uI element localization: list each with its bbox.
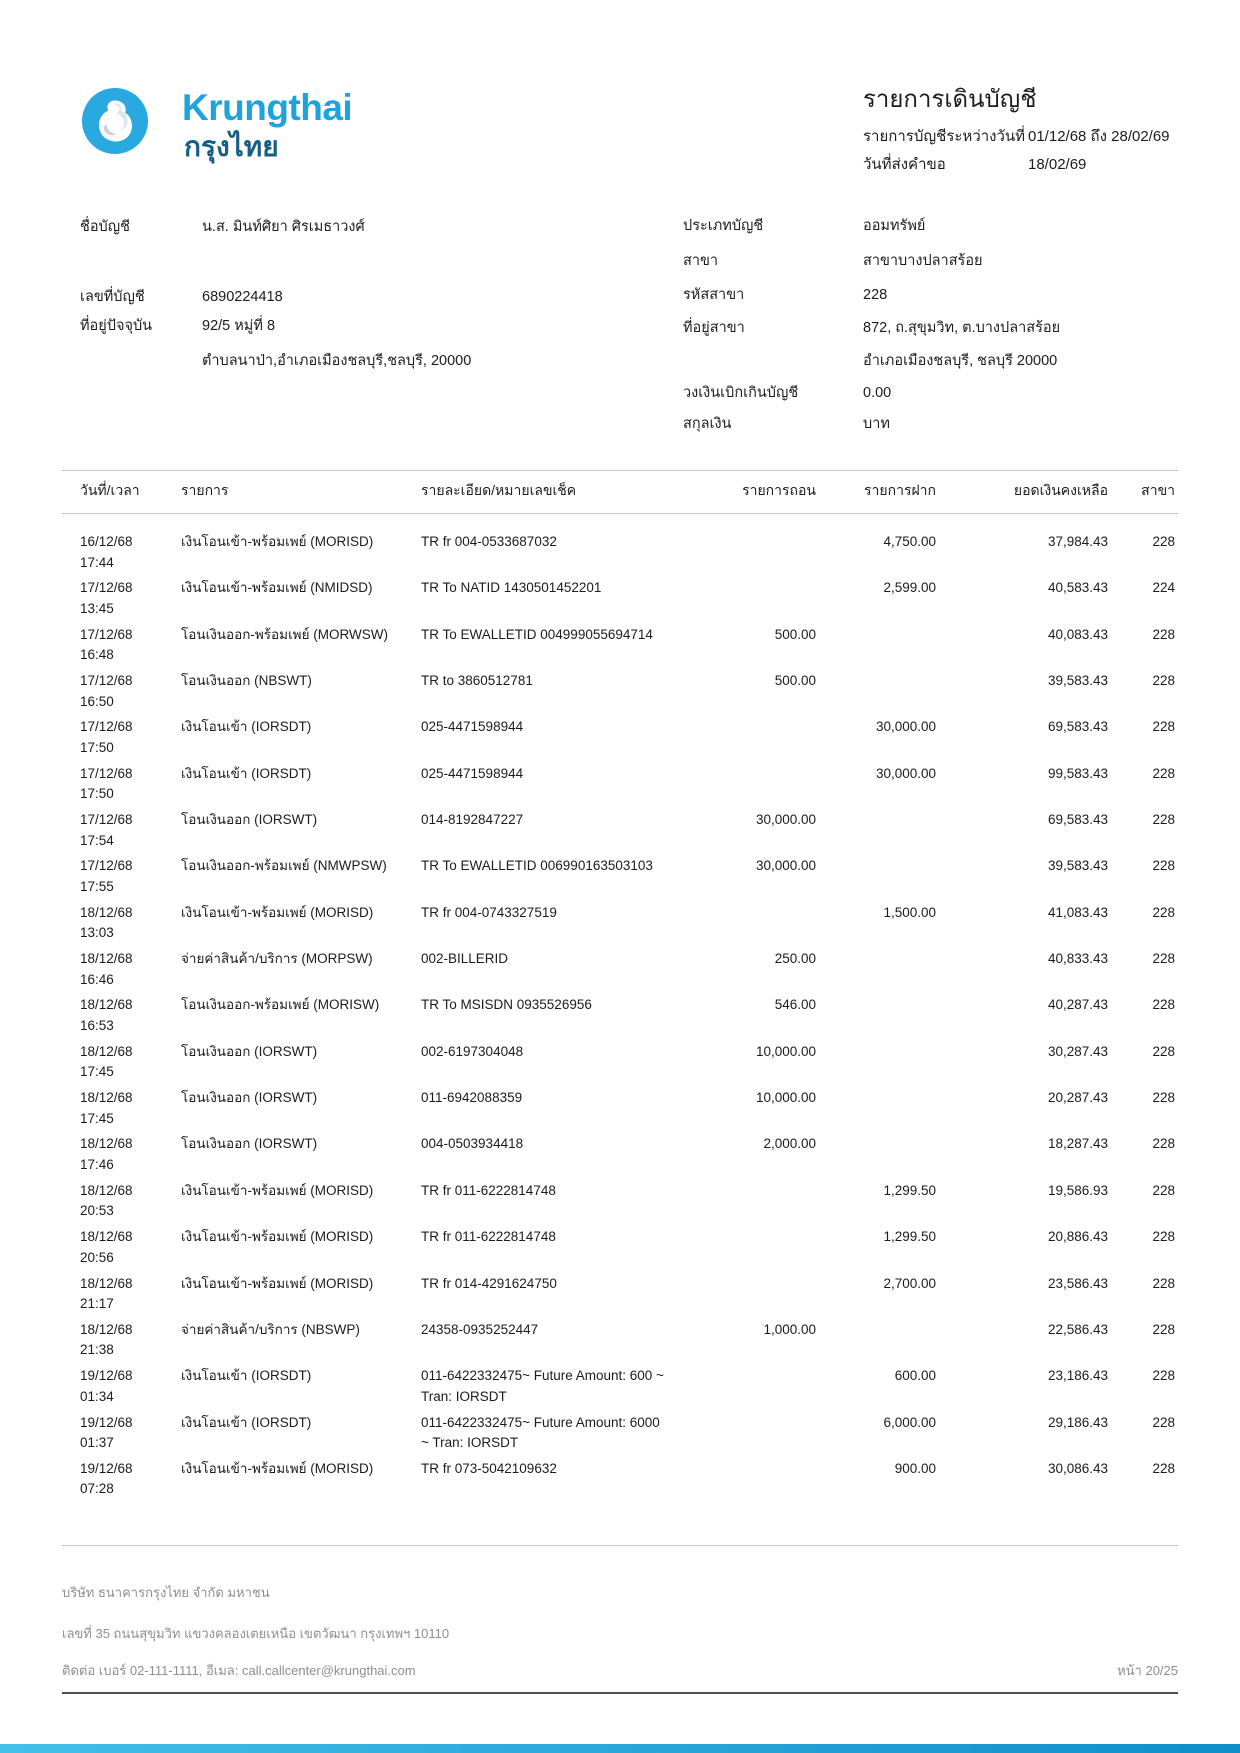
- branch-address-label: ที่อยู่สาขา: [683, 320, 745, 336]
- cell-detail: TR fr 004-0533687032: [421, 534, 557, 549]
- cell-description: โอนเงินออก (IORSWT): [181, 812, 318, 828]
- cell-withdrawal: 30,000.00: [755, 812, 816, 828]
- request-date-label: วันที่ส่งคำขอ: [863, 156, 946, 173]
- cell-detail: 24358-0935252447: [421, 1321, 539, 1337]
- page-footer: [62, 1545, 1178, 1678]
- cell-detail: 002-BILLERID: [421, 951, 509, 967]
- cell-detail-line2: [421, 1017, 671, 1038]
- cell-branch: 228: [1152, 1043, 1175, 1059]
- statement-period-row: [863, 127, 1183, 146]
- cell-time: 17:55: [80, 879, 114, 894]
- cell-branch: 228: [1152, 1275, 1175, 1291]
- cell-time: 13:03: [80, 925, 114, 941]
- page-number: หน้า 20/25: [1117, 1663, 1178, 1678]
- cell-date: 17/12/68: [80, 626, 133, 642]
- cell-branch: 228: [1152, 904, 1175, 920]
- cell-date: 18/12/68: [80, 1182, 133, 1198]
- current-address-line2: ตำบลนาป่า,อำเภอเมืองชลบุรี,ชลบุรี, 20000: [202, 353, 472, 369]
- header-date-time: วันที่/เวลา: [80, 482, 140, 498]
- cell-branch: 224: [1152, 580, 1175, 596]
- cell-branch: 228: [1152, 765, 1175, 781]
- cell-date: 18/12/68: [80, 1043, 133, 1059]
- cell-withdrawal: [671, 904, 816, 925]
- cell-detail: TR To MSISDN 0935526956: [421, 997, 592, 1013]
- branch-address-row: [683, 319, 1060, 337]
- cell-withdrawal: [671, 1182, 816, 1203]
- table-row: [62, 760, 1178, 806]
- cell-detail: 011-6422332475~ Future Amount: 6000: [421, 1414, 660, 1430]
- cell-date: 18/12/68: [80, 951, 133, 967]
- branch-label: สาขา: [683, 253, 719, 269]
- cell-balance: 99,583.43: [1047, 765, 1108, 781]
- cell-date: 18/12/68: [80, 904, 133, 920]
- bottom-accent-bar: [0, 1744, 1240, 1753]
- branch-address-line1: 872, ถ.สุขุมวิท, ต.บางปลาสร้อย: [863, 320, 1061, 336]
- cell-branch: 228: [1152, 1321, 1175, 1337]
- cell-detail: TR To EWALLETID 004999055694714: [421, 626, 653, 642]
- cell-detail: TR fr 011-6222814748: [421, 1182, 556, 1198]
- cell-date: 16/12/68: [80, 534, 133, 549]
- cell-description: เงินโอนเข้า-พร้อมเพย์ (MORISD): [181, 1182, 374, 1198]
- cell-date: 19/12/68: [80, 1368, 133, 1384]
- table-row: [62, 1362, 1178, 1408]
- cell-withdrawal: [671, 579, 816, 600]
- cell-balance: 30,287.43: [1047, 1043, 1108, 1059]
- cell-detail: TR to 3860512781: [421, 673, 533, 689]
- table-row: [62, 528, 1178, 574]
- cell-description: โอนเงินออก (IORSWT): [181, 1090, 318, 1106]
- footer-company: บริษัท ธนาคารกรุงไทย จำกัด มหาชน: [62, 1585, 270, 1600]
- cell-date: 19/12/68: [80, 1414, 133, 1430]
- cell-description: โอนเงินออก (IORSWT): [181, 1136, 318, 1152]
- cell-deposit: [816, 950, 936, 971]
- cell-withdrawal: 546.00: [774, 997, 816, 1013]
- cell-withdrawal: 500.00: [774, 673, 816, 689]
- cell-withdrawal: [671, 1460, 816, 1481]
- cell-time: 01:37: [80, 1435, 114, 1451]
- table-row: [62, 1223, 1178, 1269]
- cell-description: โอนเงินออก-พร้อมเพย์ (NMWPSW): [181, 858, 387, 874]
- cell-detail-line2: Tran: IORSDT: [421, 1388, 507, 1404]
- cell-time: 20:56: [80, 1249, 114, 1265]
- cell-date: 19/12/68: [80, 1460, 133, 1476]
- cell-time: 16:50: [80, 693, 114, 709]
- cell-detail-line2: [421, 693, 671, 714]
- header-deposit: รายการฝาก: [864, 482, 936, 498]
- cell-description: โอนเงินออก-พร้อมเพย์ (MORISW): [181, 997, 380, 1013]
- cell-detail-line2: [421, 1249, 671, 1270]
- cell-branch: 228: [1152, 1229, 1175, 1245]
- brand-wordmark-thai: กรุงไทย: [184, 131, 279, 162]
- header-branch: สาขา: [1141, 482, 1175, 498]
- overdraft-row: [683, 384, 891, 402]
- cell-description: เงินโอนเข้า (IORSDT): [181, 1368, 312, 1384]
- table-header-row: [62, 471, 1178, 513]
- cell-balance: 40,833.43: [1047, 951, 1108, 967]
- cell-balance: 22,586.43: [1047, 1321, 1108, 1337]
- cell-description: เงินโอนเข้า-พร้อมเพย์ (MORISD): [181, 1460, 374, 1476]
- table-row: [62, 621, 1178, 667]
- cell-detail: 004-0503934418: [421, 1136, 524, 1152]
- branch-address-row2: [683, 352, 1057, 370]
- cell-detail-line2: [421, 785, 671, 806]
- cell-branch: 228: [1152, 1460, 1175, 1476]
- cell-deposit: [816, 626, 936, 647]
- cell-balance: 23,586.43: [1047, 1275, 1108, 1291]
- cell-withdrawal: [671, 1275, 816, 1296]
- cell-branch: 228: [1152, 719, 1175, 735]
- cell-detail-line2: [421, 646, 671, 667]
- cell-date: 17/12/68: [80, 765, 133, 781]
- krungthai-logo: [82, 88, 148, 154]
- cell-balance: 39,583.43: [1047, 673, 1108, 689]
- cell-withdrawal: [671, 533, 816, 554]
- cell-description: เงินโอนเข้า-พร้อมเพย์ (NMIDSD): [181, 580, 373, 596]
- cell-deposit: 6,000.00: [883, 1414, 936, 1430]
- cell-detail: 011-6942088359: [421, 1090, 523, 1106]
- cell-detail-line2: [421, 878, 671, 899]
- currency-label: สกุลเงิน: [683, 416, 732, 432]
- cell-branch: 228: [1152, 1368, 1175, 1384]
- table-row: [62, 713, 1178, 759]
- cell-balance: 69,583.43: [1047, 719, 1108, 735]
- cell-description: โอนเงินออก (NBSWT): [181, 673, 312, 689]
- cell-deposit: 600.00: [894, 1368, 936, 1384]
- cell-date: 17/12/68: [80, 812, 133, 828]
- cell-date: 17/12/68: [80, 580, 133, 596]
- table-row: [62, 899, 1178, 945]
- vayupak-bird-icon: [82, 88, 148, 154]
- cell-date: 18/12/68: [80, 1136, 133, 1152]
- cell-detail-line2: ~ Tran: IORSDT: [421, 1435, 519, 1451]
- table-row: [62, 1455, 1178, 1501]
- cell-deposit: [816, 996, 936, 1017]
- cell-date: 17/12/68: [80, 673, 133, 689]
- request-date-value: 18/02/69: [1028, 156, 1087, 173]
- cell-detail-line2: [421, 739, 671, 760]
- table-row: [62, 1084, 1178, 1130]
- cell-deposit: 1,299.50: [883, 1182, 936, 1198]
- current-address-row: [80, 317, 275, 335]
- cell-time: 21:17: [80, 1296, 114, 1312]
- cell-time: 17:50: [80, 786, 114, 802]
- header-withdrawal: รายการถอน: [742, 482, 816, 498]
- cell-withdrawal: [671, 1414, 816, 1435]
- cell-detail-line2: [421, 1110, 671, 1131]
- cell-branch: 228: [1152, 626, 1175, 642]
- cell-detail: 014-8192847227: [421, 812, 524, 828]
- cell-deposit: [816, 857, 936, 878]
- table-row: [62, 852, 1178, 898]
- cell-deposit: [816, 1135, 936, 1156]
- cell-date: 17/12/68: [80, 719, 133, 735]
- cell-withdrawal: [671, 1367, 816, 1388]
- cell-description: จ่ายค่าสินค้า/บริการ (NBSWP): [181, 1321, 360, 1337]
- cell-balance: 18,287.43: [1047, 1136, 1108, 1152]
- table-body: [62, 514, 1178, 1501]
- cell-detail-line2: [421, 1063, 671, 1084]
- cell-branch: 228: [1152, 997, 1175, 1013]
- cell-detail-line2: [421, 1480, 671, 1501]
- cell-branch: 228: [1152, 673, 1175, 689]
- cell-branch: 228: [1152, 1414, 1175, 1430]
- cell-branch: 228: [1152, 812, 1175, 828]
- cell-time: 01:34: [80, 1388, 114, 1404]
- cell-time: 17:50: [80, 739, 114, 755]
- cell-detail-line2: [421, 1156, 671, 1177]
- cell-description: จ่ายค่าสินค้า/บริการ (MORPSW): [181, 951, 373, 967]
- statement-period-value: 01/12/68 ถึง 28/02/69: [1028, 128, 1170, 145]
- branch-code-row: [683, 286, 887, 304]
- table-row: [62, 945, 1178, 991]
- cell-time: 17:45: [80, 1064, 114, 1080]
- cell-deposit: 2,700.00: [883, 1275, 936, 1291]
- overdraft-value: 0.00: [863, 385, 892, 401]
- footer-top-divider: [62, 1545, 1178, 1546]
- cell-time: 17:54: [80, 832, 114, 848]
- cell-balance: 20,886.43: [1047, 1229, 1108, 1245]
- cell-deposit: 30,000.00: [875, 765, 936, 781]
- cell-deposit: 30,000.00: [875, 719, 936, 735]
- cell-balance: 40,083.43: [1047, 626, 1108, 642]
- cell-deposit: [816, 1043, 936, 1064]
- table-row: [62, 1177, 1178, 1223]
- cell-time: 17:44: [80, 554, 114, 570]
- cell-detail: TR To NATID 1430501452201: [421, 580, 602, 596]
- cell-time: 13:45: [80, 600, 114, 616]
- cell-balance: 19,586.93: [1047, 1182, 1108, 1198]
- cell-deposit: [816, 811, 936, 832]
- cell-withdrawal: 30,000.00: [755, 858, 816, 874]
- cell-date: 18/12/68: [80, 1229, 133, 1245]
- statement-period-label: รายการบัญชีระหว่างวันที่: [863, 128, 1026, 145]
- cell-branch: 228: [1152, 1136, 1175, 1152]
- cell-detail: 011-6422332475~ Future Amount: 600 ~: [421, 1368, 664, 1384]
- branch-code-label: รหัสสาขา: [683, 287, 745, 303]
- cell-balance: 39,583.43: [1047, 858, 1108, 874]
- cell-time: 07:28: [80, 1481, 114, 1497]
- cell-withdrawal: 250.00: [774, 951, 816, 967]
- table-row: [62, 991, 1178, 1037]
- cell-detail-line2: [421, 924, 671, 945]
- cell-date: 17/12/68: [80, 858, 133, 874]
- cell-description: เงินโอนเข้า-พร้อมเพย์ (MORISD): [181, 1275, 374, 1291]
- cell-date: 18/12/68: [80, 1275, 133, 1291]
- branch-value: สาขาบางปลาสร้อย: [863, 253, 983, 269]
- page-title: รายการเดินบัญชี: [863, 86, 1037, 113]
- table-row: [62, 1316, 1178, 1362]
- account-number-label: เลขที่บัญชี: [80, 289, 145, 305]
- cell-description: เงินโอนเข้า (IORSDT): [181, 1414, 312, 1430]
- brand-wordmark: Krungthai: [182, 87, 353, 128]
- cell-detail: 025-4471598944: [421, 719, 524, 735]
- footer-bottom-divider: [62, 1692, 1178, 1694]
- table-row: [62, 667, 1178, 713]
- cell-detail: 025-4471598944: [421, 765, 524, 781]
- cell-description: เงินโอนเข้า (IORSDT): [181, 719, 312, 735]
- cell-detail-line2: [421, 600, 671, 621]
- currency-value: บาท: [863, 416, 890, 432]
- account-type-value: ออมทรัพย์: [863, 218, 926, 234]
- cell-detail-line2: [421, 1341, 671, 1362]
- document-meta: [863, 86, 1183, 174]
- cell-balance: 23,186.43: [1047, 1368, 1108, 1384]
- cell-balance: 20,287.43: [1047, 1090, 1108, 1106]
- overdraft-label: วงเงินเบิกเกินบัญชี: [683, 385, 799, 401]
- cell-deposit: 1,299.50: [883, 1229, 936, 1245]
- cell-detail: TR fr 014-4291624750: [421, 1275, 557, 1291]
- cell-time: 17:45: [80, 1110, 114, 1126]
- cell-balance: 40,287.43: [1047, 997, 1108, 1013]
- cell-withdrawal: 1,000.00: [763, 1321, 816, 1337]
- transactions-table: [62, 470, 1178, 1501]
- cell-detail: TR fr 004-0743327519: [421, 904, 557, 920]
- cell-branch: 228: [1152, 534, 1175, 549]
- cell-deposit: [816, 672, 936, 693]
- branch-code-value: 228: [863, 287, 888, 303]
- branch-row: [683, 252, 983, 270]
- table-row: [62, 1130, 1178, 1176]
- cell-balance: 37,984.43: [1047, 534, 1108, 549]
- cell-withdrawal: 10,000.00: [755, 1090, 816, 1106]
- cell-description: เงินโอนเข้า-พร้อมเพย์ (MORISD): [181, 1229, 374, 1245]
- current-address-row2: [80, 352, 471, 370]
- cell-balance: 29,186.43: [1047, 1414, 1108, 1430]
- table-row: [62, 1038, 1178, 1084]
- cell-time: 21:38: [80, 1342, 114, 1358]
- cell-description: โอนเงินออก-พร้อมเพย์ (MORWSW): [181, 626, 388, 642]
- account-number-value: 6890224418: [202, 289, 283, 305]
- cell-detail-line2: [421, 971, 671, 992]
- cell-branch: 228: [1152, 1090, 1175, 1106]
- cell-withdrawal: [671, 765, 816, 786]
- account-number-row: [80, 288, 283, 306]
- header-detail: รายละเอียด/หมายเลขเช็ค: [421, 482, 577, 498]
- cell-date: 18/12/68: [80, 1321, 133, 1337]
- cell-detail-line2: [421, 832, 671, 853]
- cell-balance: 40,583.43: [1047, 580, 1108, 596]
- cell-deposit: [816, 1321, 936, 1342]
- cell-detail: TR fr 073-5042109632: [421, 1460, 557, 1476]
- account-name-value: น.ส. มินท์ศิยา ศิรเมธาวงศ์: [202, 219, 365, 235]
- cell-detail-line2: [421, 1295, 671, 1316]
- cell-time: 20:53: [80, 1203, 114, 1219]
- account-type-row: [683, 217, 925, 235]
- cell-detail-line2: [421, 1202, 671, 1223]
- cell-deposit: [816, 1089, 936, 1110]
- footer-address: เลขที่ 35 ถนนสุขุมวิท แขวงคลองเตยเหนือ เขตวัฒนา กรุงเทพฯ 10110: [62, 1626, 450, 1641]
- account-name-row: [80, 218, 365, 236]
- cell-description: เงินโอนเข้า-พร้อมเพย์ (MORISD): [181, 534, 374, 549]
- cell-date: 18/12/68: [80, 997, 133, 1013]
- header-description: รายการ: [181, 482, 229, 498]
- cell-description: เงินโอนเข้า (IORSDT): [181, 765, 312, 781]
- request-date-row: [863, 155, 1183, 174]
- cell-branch: 228: [1152, 1182, 1175, 1198]
- cell-deposit: 4,750.00: [883, 534, 936, 549]
- cell-withdrawal: 500.00: [774, 626, 816, 642]
- current-address-line1: 92/5 หมู่ที่ 8: [202, 318, 276, 334]
- cell-description: โอนเงินออก (IORSWT): [181, 1043, 318, 1059]
- cell-branch: 228: [1152, 858, 1175, 874]
- cell-detail: TR fr 011-6222814748: [421, 1229, 556, 1245]
- cell-deposit: 900.00: [894, 1460, 936, 1476]
- footer-contact: ติดต่อ เบอร์ 02-111-1111, อีเมล: call.callcenter@krungthai.com: [62, 1663, 416, 1678]
- header-balance: ยอดเงินคงเหลือ: [1013, 482, 1108, 498]
- table-row: [62, 806, 1178, 852]
- cell-withdrawal: [671, 1228, 816, 1249]
- cell-time: 16:53: [80, 1018, 114, 1034]
- cell-balance: 69,583.43: [1047, 812, 1108, 828]
- cell-branch: 228: [1152, 951, 1175, 967]
- cell-withdrawal: 2,000.00: [763, 1136, 816, 1152]
- cell-withdrawal: 10,000.00: [755, 1043, 816, 1059]
- cell-time: 16:48: [80, 647, 114, 663]
- table-row: [62, 574, 1178, 620]
- cell-time: 17:46: [80, 1157, 114, 1173]
- cell-time: 16:46: [80, 971, 114, 987]
- cell-date: 18/12/68: [80, 1090, 133, 1106]
- cell-description: เงินโอนเข้า-พร้อมเพย์ (MORISD): [181, 904, 374, 920]
- cell-withdrawal: [671, 718, 816, 739]
- cell-balance: 30,086.43: [1047, 1460, 1108, 1476]
- table-row: [62, 1409, 1178, 1455]
- cell-deposit: 1,500.00: [883, 904, 936, 920]
- cell-balance: 41,083.43: [1047, 904, 1108, 920]
- account-name-label: ชื่อบัญชี: [80, 219, 130, 235]
- current-address-label: ที่อยู่ปัจจุบัน: [80, 318, 153, 334]
- cell-detail: TR To EWALLETID 006990163503103: [421, 858, 653, 874]
- currency-row: [683, 415, 890, 433]
- table-row: [62, 1270, 1178, 1316]
- branch-address-line2: อำเภอเมืองชลบุรี, ชลบุรี 20000: [863, 353, 1058, 369]
- account-type-label: ประเภทบัญชี: [683, 218, 764, 234]
- cell-detail: 002-6197304048: [421, 1043, 524, 1059]
- cell-deposit: 2,599.00: [883, 580, 936, 596]
- cell-detail-line2: [421, 554, 671, 575]
